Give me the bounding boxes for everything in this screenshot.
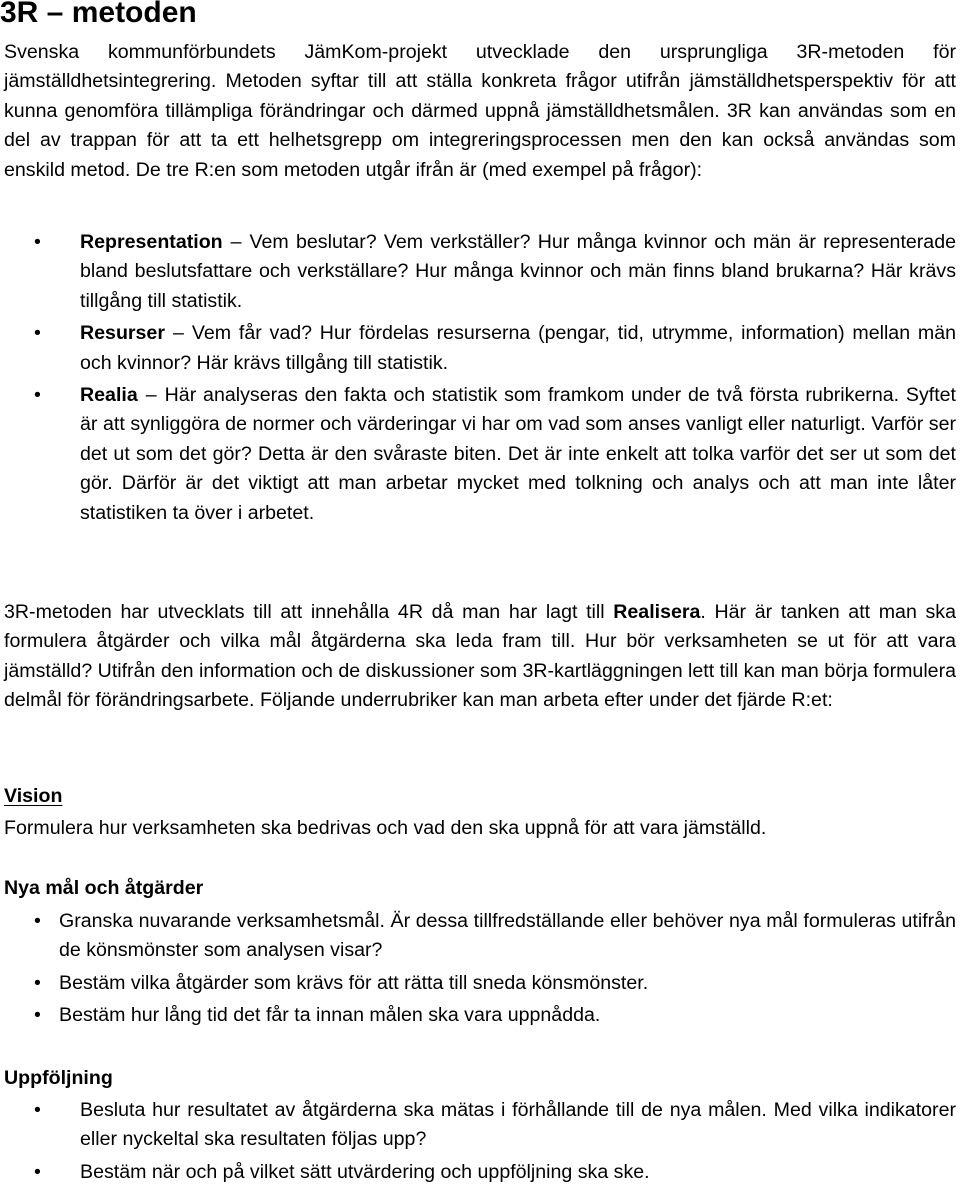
bullet-icon: • — [34, 1099, 41, 1121]
r-term: Realia — [80, 384, 138, 407]
goals-heading: Nya mål och åtgärder — [4, 877, 204, 899]
list-item — [0, 1096, 956, 1155]
followup-list — [0, 1096, 956, 1190]
bullet-icon: • — [34, 322, 41, 345]
list-item — [0, 319, 956, 378]
r-text: Vem får vad? Hur fördelas resurserna (pengar, tid, utrymme, information) mellan män och kvinnor? Här krävs tillgång till statistik. — [80, 322, 956, 374]
bullet-icon: • — [34, 384, 41, 407]
list-item — [0, 969, 956, 998]
three-r-list — [0, 228, 956, 531]
fourth-r-paragraph — [4, 598, 956, 716]
followup-text: Bestäm när och på vilket sätt utvärdering och uppföljning ska ske. — [80, 1160, 650, 1183]
r-dash: – — [145, 384, 157, 407]
page-title: 3R – metoden — [0, 0, 197, 29]
goals-list — [0, 907, 956, 1034]
followup-heading: Uppföljning — [4, 1067, 113, 1089]
r-dash: – — [172, 322, 184, 345]
intro-paragraph: Svenska kommunförbundets JämKom-projekt utvecklade den ursprungliga 3R-metoden för jämställdhetsintegrering. Metoden syftar till att ställa konkreta frågor utifrån jämställdhetsperspektiv för att kunna genomföra tillämpliga förändringar och därmed uppnå jämställdhetsmålen. 3R kan användas som en del av trappan för att ta ett helhetsgrepp om integreringsprocessen men den kan också användas som enskild metod. De tre R:en som metoden utgår ifrån är (med exempel på frågor): — [4, 41, 956, 181]
bullet-icon: • — [34, 1004, 41, 1027]
fourth-r-before: 3R-metoden har utvecklats till att innehålla 4R då man har lagt till — [4, 601, 614, 623]
vision-heading: Vision — [4, 785, 63, 807]
r-term: Resurser — [80, 322, 165, 345]
bullet-icon: • — [34, 231, 41, 253]
fourth-r-after: . Här är tanken att man ska formulera åtgärder och vilka mål åtgärderna ska leda fram till. Hur bör verksamheten se ut för att vara jämställd? Utifrån den information och de diskussioner som 3R-kartläggningen lett till kan man börja formulera delmål för förändringsarbete. Följande underrubriker kan man arbeta efter under det fjärde R:et: — [4, 601, 957, 712]
list-item — [0, 907, 956, 966]
fourth-r-term: Realisera — [613, 601, 701, 623]
followup-text: Besluta hur resultatet av åtgärderna ska mätas i förhållande till de nya målen. Med vilka indikatorer eller nyckeltal ska resultaten följas upp? — [80, 1099, 956, 1151]
list-item — [0, 228, 956, 316]
goal-text: Granska nuvarande verksamhetsmål. Är dessa tillfredställande eller behöver nya mål formuleras utifrån de könsmönster som analysen visar? — [59, 910, 956, 962]
r-text: Vem beslutar? Vem verkställer? Hur många kvinnor och män är representerade bland beslutsfattare och verkställare? Hur många kvinnor och män finns bland brukarna? Här krävs tillgång till statistik. — [80, 231, 956, 312]
r-term: Representation — [80, 231, 223, 253]
bullet-icon: • — [34, 910, 41, 932]
r-dash: – — [230, 231, 242, 253]
list-item — [0, 1001, 956, 1030]
bullet-icon: • — [34, 971, 41, 994]
list-item — [0, 381, 956, 528]
goal-text: Bestäm vilka åtgärder som krävs för att rätta till sneda könsmönster. — [59, 971, 649, 994]
vision-text: Formulera hur verksamheten ska bedrivas och vad den ska uppnå för att vara jämställd. — [4, 817, 767, 839]
goal-text: Bestäm hur lång tid det får ta innan målen ska vara uppnådda. — [59, 1004, 601, 1027]
list-item — [0, 1158, 956, 1187]
bullet-icon: • — [34, 1160, 41, 1183]
r-text: Här analyseras den fakta och statistik som framkom under de två första rubrikerna. Syftet är att synliggöra de normer och värderingar vi har om vad som anses vanligt eller naturligt. Varför ser det ut som det gör? Detta är den svåraste biten. Det är inte enkelt att tolka varför det ser ut som det gör. Därför är det viktigt att man arbetar mycket med tolkning och analys och att man inte låter statistiken ta över i arbetet. — [80, 384, 956, 524]
